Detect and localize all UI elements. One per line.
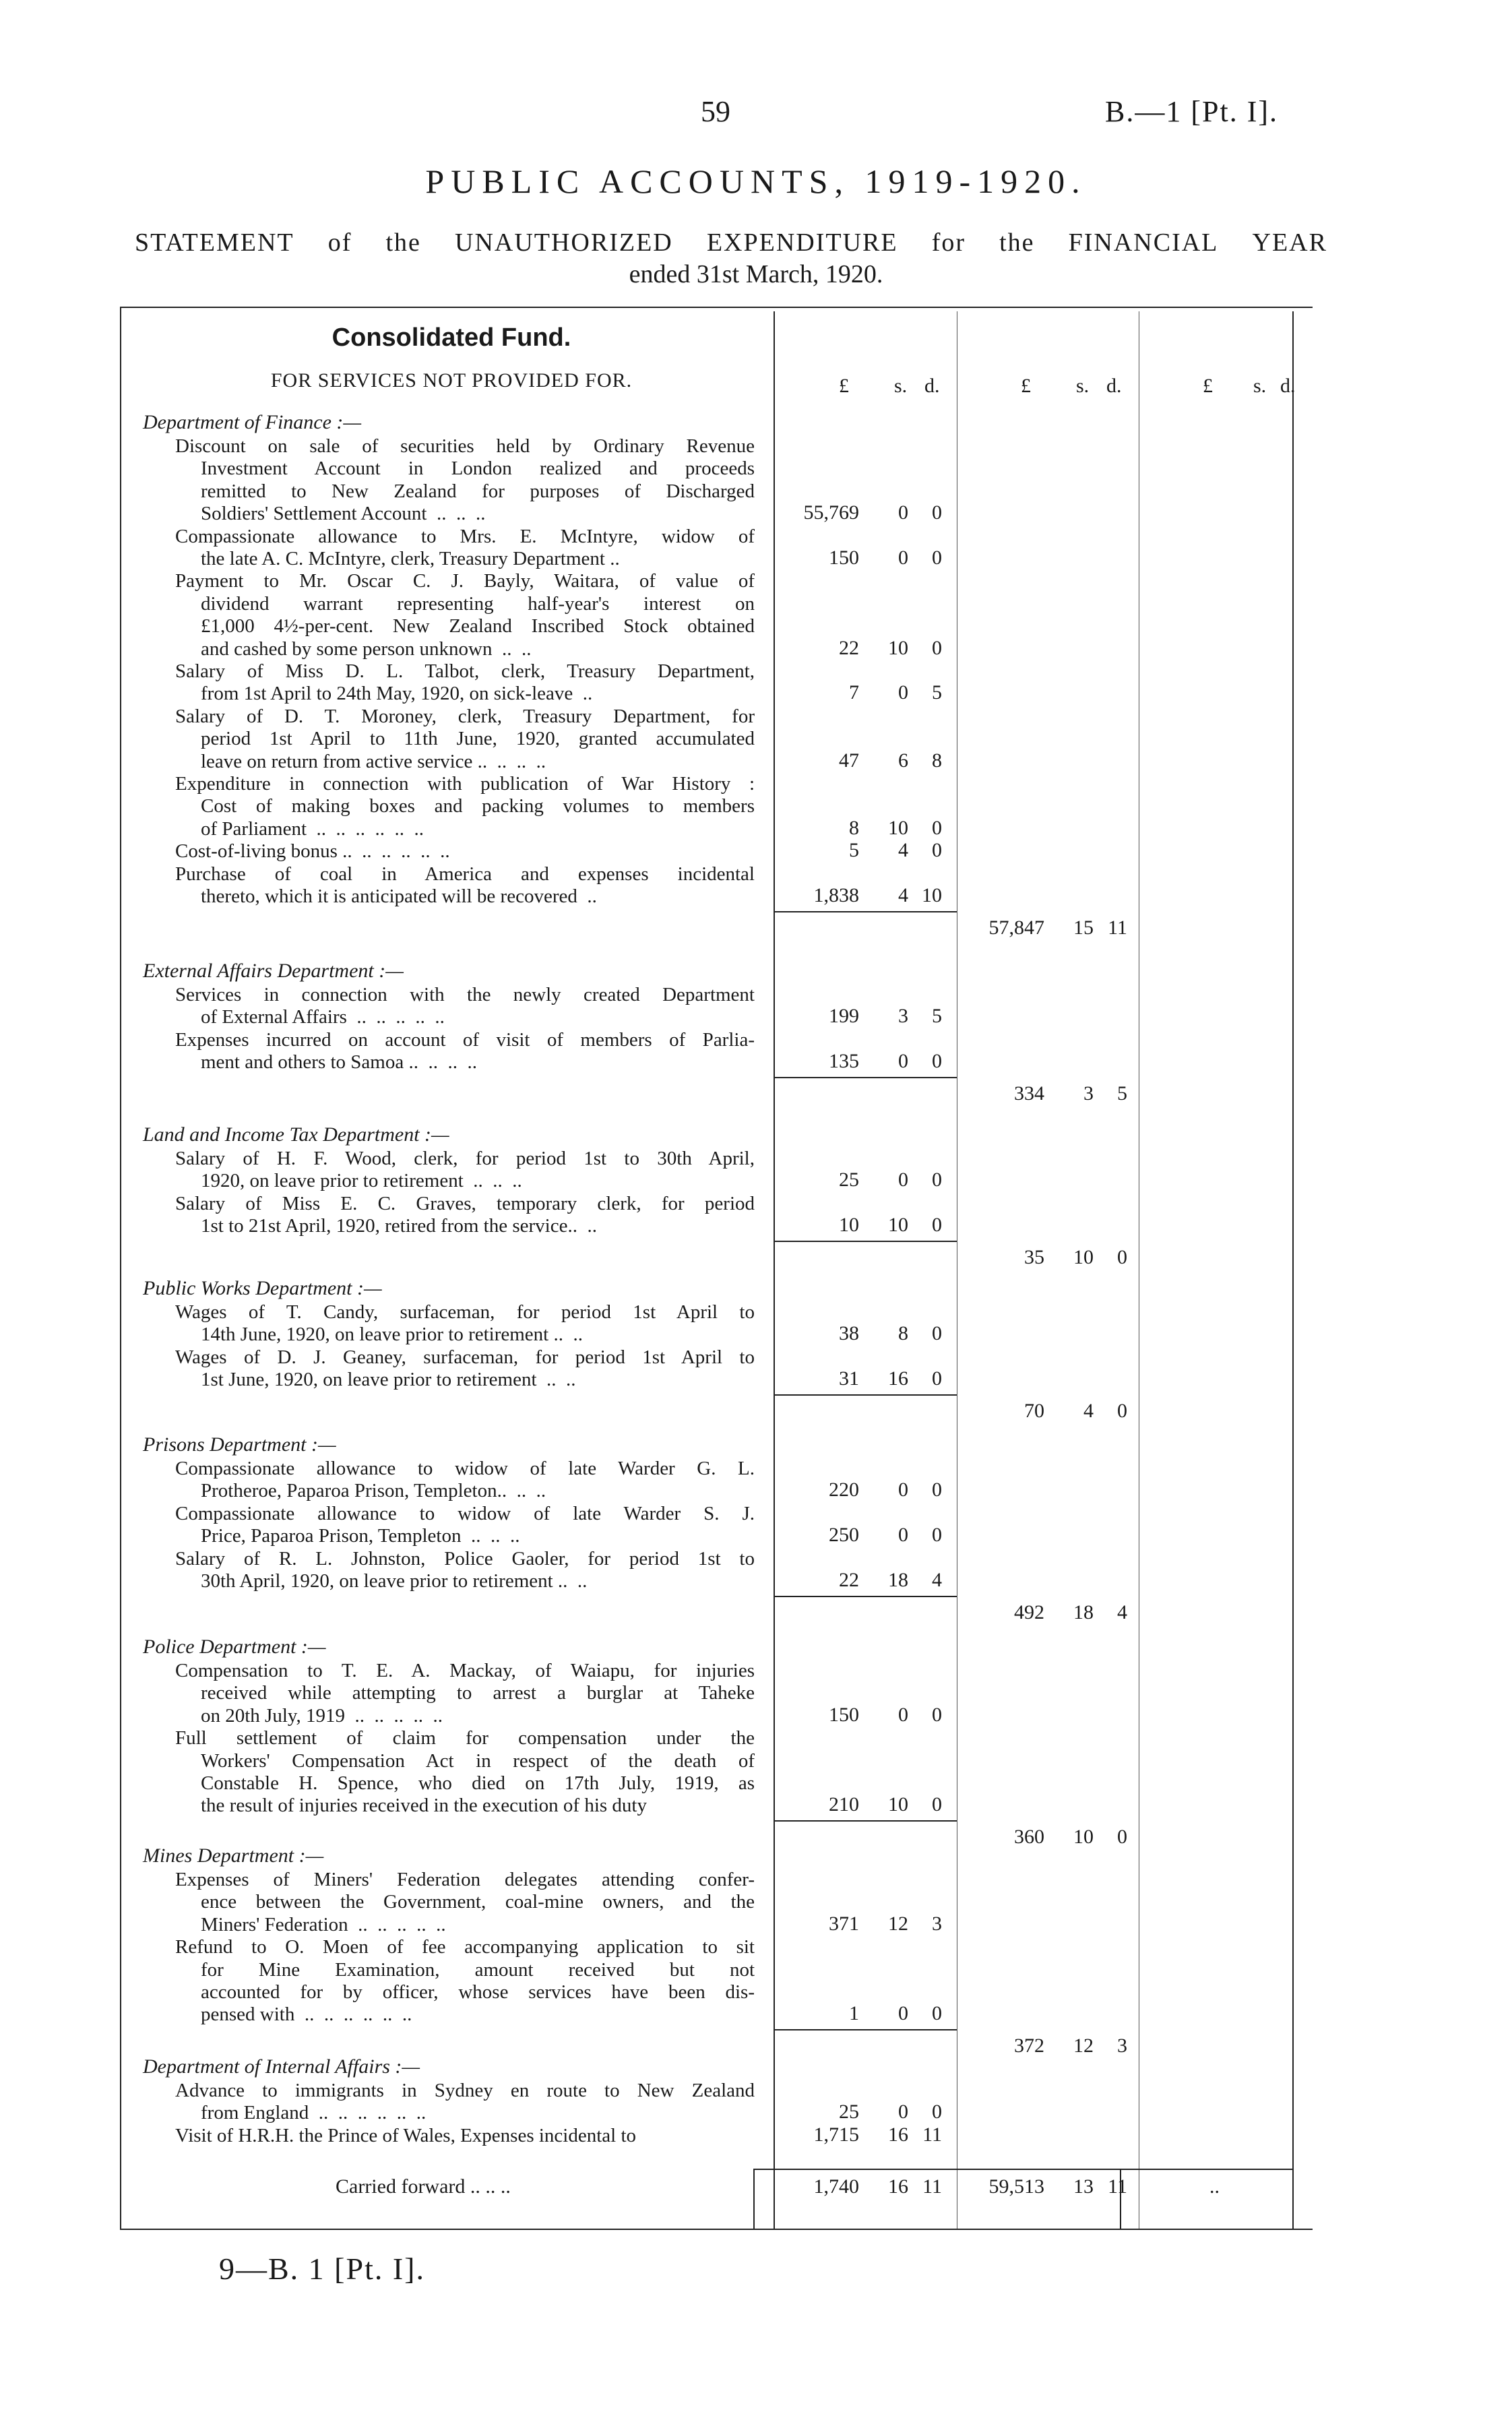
pounds: 360 [1014,1826,1044,1849]
pounds: 22 [839,636,859,659]
item-text-line: the result of injuries received in the execution of his duty [201,1795,647,1817]
shillings: 15 [1073,917,1094,939]
pounds: 25 [839,1169,859,1191]
department-total [967,1400,1135,1423]
department-heading: Land and Income Tax Department :— [143,1123,449,1146]
department-total [967,1826,1135,1849]
department-total [967,1082,1135,1105]
pounds: 38 [839,1322,859,1345]
item-text-line: Constable H. Spence, who died on 17th July, 1919, as [201,1772,755,1794]
shillings: 4 [898,839,908,862]
pence: 4 [932,1569,942,1591]
subtitle-word: YEAR [1252,228,1327,257]
item-text-line: £1,000 4½-per-cent. New Zealand Inscribed Stock obtained [201,615,755,638]
document-reference: B.—1 [Pt. I]. [1105,95,1278,128]
pounds: 372 [1014,2035,1044,2057]
pounds: 492 [1014,1601,1044,1623]
item-text-line: 1st to 21st April, 1920, retired from the service.. .. [201,1215,597,1237]
item-amount [782,1793,950,1816]
expenditure-item [168,706,755,773]
shillings: 10 [888,816,908,839]
item-amount [782,749,950,772]
item-text-line: Visit of H.R.H. the Prince of Wales, Expenses incidental to [175,2124,637,2146]
item-text-line: 30th April, 1920, on leave prior to retirement .. .. [201,1570,588,1592]
pounds: 371 [829,1912,859,1935]
pounds: 57,847 [988,917,1044,939]
item-amount [782,1704,950,1727]
item-text-line: Advance to immigrants in Sydney en route to New Zealand [175,2080,755,2101]
subtotal-rule [775,1394,957,1396]
item-text-line: the late A. C. McIntyre, clerk, Treasury Department .. [201,547,620,569]
shillings: 0 [898,1050,908,1073]
carried-forward-label: Carried forward .. .. .. [336,2175,511,2198]
department-heading: Department of Internal Affairs :— [143,2055,420,2078]
pounds: 1,715 [813,2123,859,2146]
department-heading: Public Works Department :— [143,1277,382,1299]
pounds: 47 [839,749,859,772]
department-total [967,2035,1135,2057]
shillings: 16 [888,2123,908,2146]
shillings: 10 [888,1214,908,1237]
pence: 3 [932,1912,942,1935]
item-text-line: Wages of D. J. Geaney, surfaceman, for period 1st April to [175,1346,755,1368]
subtotal-rule [775,1077,957,1078]
shillings: 16 [888,1367,908,1390]
shillings: 0 [898,1479,908,1501]
carried-forward-col2 [967,2175,1135,2198]
item-text-line: Payment to Mr. Oscar C. J. Bayly, Waitara, of value of [175,570,755,592]
pound-header: £ [839,375,849,397]
shillings: 0 [898,681,908,704]
item-text-line: remitted to New Zealand for purposes of Discharged [201,480,755,502]
item-text-line: for Mine Examination, amount received but not [201,1958,755,1981]
department-heading: Department of Finance :— [143,411,362,433]
subtotal-rule [775,1241,957,1242]
item-text-line: Compassionate allowance to Mrs. E. McIntyre, widow of [175,525,755,547]
item-amount [782,884,950,907]
item-text-line: on 20th July, 1919 .. .. .. .. .. [201,1704,443,1727]
item-amount [782,1913,950,1935]
item-text-line: ment and others to Samoa .. .. .. .. [201,1051,477,1074]
subtitle-word: FINANCIAL [1068,228,1219,257]
department-total [967,1601,1135,1624]
item-amount [782,1367,950,1390]
pounds: 1 [849,2002,859,2025]
item-text-line: and cashed by some person unknown .. .. [201,638,532,660]
item-amount [782,1005,950,1028]
item-text-line: Salary of D. T. Moroney, clerk, Treasury Department, for [175,705,755,727]
item-text-line: dividend warrant representing half-year's interest on [201,592,755,615]
expenditure-item [168,1193,755,1238]
shillings: 3 [1083,1082,1094,1105]
table-top-rule [120,307,1313,308]
item-amount [782,817,950,840]
pounds: 59,513 [988,2175,1044,2198]
item-text-line: Price, Paparoa Prison, Templeton .. .. .. [201,1525,520,1547]
shillings: 18 [1073,1601,1094,1623]
pounds: 70 [1024,1400,1044,1423]
shillings: 12 [1073,2035,1094,2057]
department-heading: External Affairs Department :— [143,960,404,982]
expenditure-item [168,1727,755,1818]
expenditure-item [168,526,755,571]
item-amount [782,681,950,704]
pence: 3 [1117,2035,1127,2057]
shillings: 0 [898,1703,908,1726]
shillings: 0 [898,1169,908,1191]
pounds: 210 [829,1793,859,1816]
item-amount [782,637,950,660]
subtitle-word: EXPENDITURE [706,228,898,257]
pence: 0 [932,1703,942,1726]
column-divider [774,311,775,2229]
pence: 0 [932,1524,942,1547]
pence: 0 [932,636,942,659]
item-text-line: Expenditure in connection with publication of War History : [175,773,755,795]
pence: 8 [932,749,942,772]
item-text-line: leave on return from active service .. .. .. .. [201,750,546,772]
item-text-line: thereto, which it is anticipated will be recovered .. [201,885,597,907]
pence: 0 [932,1050,942,1073]
pounds: 1,740 [813,2175,859,2198]
shillings: 0 [898,501,908,524]
expenditure-item [168,840,755,863]
pence: 10 [922,884,942,906]
shillings: 12 [888,1912,908,1935]
pence-header: d. [1280,375,1296,397]
pounds: 5 [849,839,859,862]
item-text-line: Full settlement of claim for compensation under the [175,1727,755,1749]
table-bottom-rule [120,2229,1313,2230]
pence: 0 [932,839,942,862]
pence: 0 [932,1367,942,1390]
item-amount [782,1169,950,1191]
carried-forward-col1 [782,2175,950,2198]
department-total [967,917,1135,939]
page-title: PUBLIC ACCOUNTS, 1919-1920. [425,162,1087,200]
item-text-line: Salary of Miss D. L. Talbot, clerk, Treasury Department, [175,660,755,682]
pence: 0 [1117,1400,1127,1423]
item-text-line: Purchase of coal in America and expenses incidental [175,863,755,885]
expenditure-item [168,435,755,526]
department-heading: Police Department :— [143,1636,326,1658]
footer-code: 9—B. 1 [Pt. I]. [219,2252,425,2286]
expenditure-item [168,1660,755,1727]
pound-header: £ [1203,375,1213,397]
shillings: 3 [898,1005,908,1028]
pence-header: d. [924,375,940,397]
pence: 0 [932,501,942,524]
item-amount [782,1479,950,1501]
pounds: 10 [839,1214,859,1237]
expenditure-item [168,1503,755,1548]
pounds: 8 [849,816,859,839]
shillings: 18 [888,1569,908,1591]
subtitle-word: of [327,228,352,257]
expenditure-item [168,2125,755,2147]
shillings: 6 [898,749,908,772]
statement-subtitle [135,228,1327,257]
pence: 0 [932,1169,942,1191]
department-heading: Mines Department :— [143,1844,324,1867]
statement-period: ended 31st March, 1920. [629,260,883,288]
pence: 5 [932,681,942,704]
item-text-line: Miners' Federation .. .. .. .. .. [201,1913,446,1935]
page-number: 59 [701,95,730,128]
pence: 0 [932,1479,942,1501]
item-text-line: Compensation to T. E. A. Mackay, of Waiapu, for injuries [175,1660,755,1681]
subtotal-rule [775,1820,957,1822]
shillings: 13 [1073,2175,1094,2198]
pence: 0 [932,1793,942,1816]
item-text-line: accounted for by officer, whose services have been dis- [201,1981,755,2003]
subtitle-word: STATEMENT [135,228,294,257]
pounds: 31 [839,1367,859,1390]
expenditure-item [168,570,755,660]
item-text-line: Wages of T. Candy, surfaceman, for period 1st April to [175,1301,755,1323]
item-amount [782,547,950,569]
pence: 0 [932,816,942,839]
pounds: 1,838 [813,884,859,906]
item-text-line: Compassionate allowance to widow of late Warder S. J. [175,1502,755,1524]
item-text-line: Cost-of-living bonus .. .. .. .. .. .. [175,840,450,863]
item-text-line: pensed with .. .. .. .. .. .. [201,2004,412,2026]
pence: 11 [1108,917,1127,939]
pounds: 250 [829,1524,859,1547]
pence: 4 [1117,1601,1127,1623]
pence: 0 [932,1214,942,1237]
expenditure-item [168,1029,755,1074]
item-text-line: Salary of R. L. Johnston, Police Gaoler, for period 1st to [175,1547,755,1570]
shillings: 4 [898,884,908,906]
item-amount [782,2101,950,2123]
item-text-line: Salary of Miss E. C. Graves, temporary clerk, for period [175,1192,755,1214]
item-text-line: Refund to O. Moen of fee accompanying application to sit [175,1936,755,1958]
expenditure-item [168,1346,755,1392]
expenditure-item [168,1301,755,1346]
pounds: 25 [839,2101,859,2123]
shilling-header: s. [1253,375,1267,397]
subtotal-rule [775,1596,957,1597]
pence: 0 [932,2002,942,2025]
item-text-line: ence between the Government, coal-mine owners, and the [201,1891,755,1913]
item-text-line: Investment Account in London realized and proceeds [201,458,755,480]
pence: 0 [1117,1246,1127,1269]
table-left-border [120,307,121,2230]
pence: 5 [1117,1082,1127,1105]
department-total [967,1246,1135,1269]
pounds: 55,769 [803,501,859,524]
shillings: 0 [898,2101,908,2123]
carried-forward-col3: .. [1209,2175,1220,2198]
pence: 11 [1108,2175,1127,2198]
shillings: 0 [898,547,908,569]
pound-header: £ [1021,375,1031,397]
subtitle-word: UNAUTHORIZED [455,228,673,257]
shillings: 10 [1073,1246,1094,1269]
item-text-line: Discount on sale of securities held by Ordinary Revenue [175,435,755,457]
item-text-line: from England .. .. .. .. .. .. [201,2102,427,2124]
item-text-line: Expenses incurred on account of visit of members of Parlia- [175,1028,755,1051]
item-text-line: Workers' Compensation Act in respect of the death of [201,1749,755,1772]
item-text-line: Expenses of Miners' Federation delegates attending confer- [175,1869,755,1890]
shillings: 16 [888,2175,908,2198]
item-text-line: of External Affairs .. .. .. .. .. [201,1006,445,1028]
item-amount [782,1569,950,1592]
pounds: 334 [1014,1082,1044,1105]
expenditure-item [168,1936,755,2026]
expenditure-item [168,1869,755,1936]
shillings: 8 [898,1322,908,1345]
item-text-line: Compassionate allowance to widow of late Warder G. L. [175,1458,755,1479]
pence: 5 [932,1005,942,1028]
pence: 0 [932,2101,942,2123]
item-text-line: Cost of making boxes and packing volumes to members [201,795,755,817]
pence: 0 [932,547,942,569]
shillings: 0 [898,1524,908,1547]
shillings: 10 [888,1793,908,1816]
item-text-line: Soldiers' Settlement Account .. .. .. [201,503,486,525]
pounds: 35 [1024,1246,1044,1269]
subtotal-rule [775,2029,957,2030]
item-text-line: 14th June, 1920, on leave prior to retirement .. .. [201,1324,583,1346]
item-amount [782,1214,950,1237]
item-amount [782,1524,950,1547]
item-text-line: Salary of H. F. Wood, clerk, for period 1st to 30th April, [175,1148,755,1169]
item-amount [782,501,950,524]
item-text-line: Services in connection with the newly created Department [175,984,755,1005]
expenditure-item [168,863,755,908]
subtotal-rule [775,911,957,912]
shillings: 10 [888,636,908,659]
pounds: 150 [829,547,859,569]
shillings: 0 [898,2002,908,2025]
subtitle-word: for [931,228,966,257]
pence: 11 [922,2123,942,2146]
item-amount [782,1050,950,1073]
expenditure-item [168,773,755,840]
pounds: 199 [829,1005,859,1028]
shillings: 4 [1083,1400,1094,1423]
carried-forward-rule [753,2169,1294,2170]
pence: 0 [1117,1826,1127,1849]
subtitle-word: the [999,228,1035,257]
services-heading: FOR SERVICES NOT PROVIDED FOR. [270,369,633,392]
item-text-line: Protheroe, Paparoa Prison, Templeton.. .. .. [201,1480,546,1502]
subtitle-word: the [385,228,421,257]
item-text-line: 1920, on leave prior to retirement .. .. .. [201,1170,522,1192]
item-amount [782,2123,950,2146]
shillings: 10 [1073,1826,1094,1849]
item-amount [782,2002,950,2025]
pounds: 150 [829,1703,859,1726]
department-heading: Prisons Department :— [143,1433,336,1456]
expenditure-item [168,1458,755,1503]
expenditure-item [168,2080,755,2125]
pence: 0 [932,1322,942,1345]
fund-title: Consolidated Fund. [332,323,571,352]
shilling-header: s. [894,375,908,397]
item-text-line: 1st June, 1920, on leave prior to retirement .. .. [201,1369,576,1391]
pounds: 22 [839,1569,859,1591]
shilling-header: s. [1076,375,1090,397]
item-text-line: period 1st April to 11th June, 1920, granted accumulated [201,728,755,750]
item-text-line: from 1st April to 24th May, 1920, on sick-leave .. [201,683,593,705]
pence: 11 [922,2175,942,2198]
pounds: 220 [829,1479,859,1501]
item-text-line: of Parliament .. .. .. .. .. .. [201,817,424,840]
expenditure-item [168,1148,755,1193]
column-divider [753,2170,755,2229]
item-text-line: received while attempting to arrest a burglar at Taheke [201,1682,755,1704]
expenditure-item [168,1548,755,1593]
item-amount [782,1322,950,1345]
table-right-border [1292,311,1294,2229]
item-amount [782,839,950,862]
pounds: 135 [829,1050,859,1073]
pounds: 7 [849,681,859,704]
expenditure-item [168,984,755,1029]
pence-header: d. [1106,375,1122,397]
expenditure-item [168,660,755,706]
